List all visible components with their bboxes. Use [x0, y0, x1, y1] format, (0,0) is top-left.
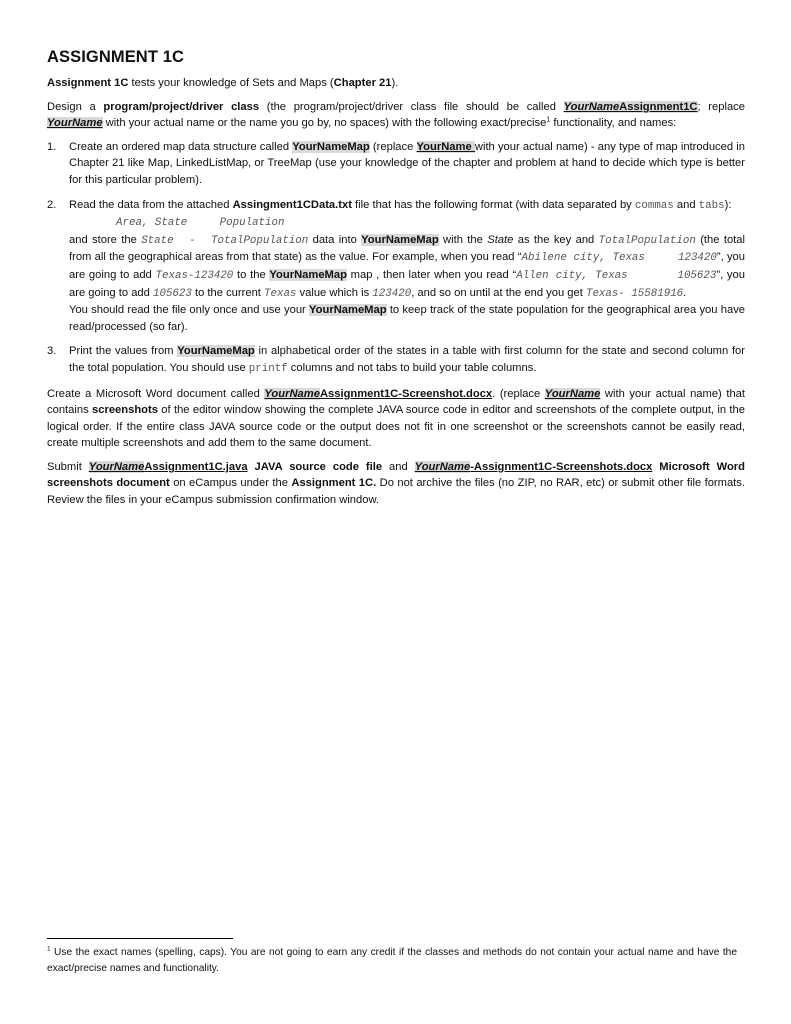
- yourname-highlight: YourName: [563, 100, 620, 113]
- intro-paragraph: Assignment 1C tests your knowledge of Sets and Maps (Chapter 21).: [47, 77, 399, 89]
- footnote-divider: [47, 938, 233, 939]
- document-page: [47, 48, 745, 516]
- assignment-title: ASSIGNMENT 1C: [47, 48, 184, 66]
- list-item: 3. Print the values from YourNameMap in alphabetical order of the states in a table with first column for the state and second column for the total population. You should use printf columns and not tabs to build your table columns.: [47, 345, 746, 375]
- requirements-list: [47, 139, 745, 378]
- word-document-paragraph: Create a Microsoft Word document called YourNameAssignment1C-Screenshot.docx. (replace YourName with your actual name) that contains screenshots of the editor window showing the complete JAVA source code in editor and screenshots of the complete output, in the logical order. If the entire class JAVA source code or the output does not fit in one screenshot or the screenshots cannot be easily read, create multiple screenshots and add them to the same document.: [47, 387, 745, 450]
- footnote: $^1$ Use the exact names (spelling, caps). You are not going to earn any credit if the classes and methods do not contain your actual name and have the exact/precise names and functionality.: [47, 945, 737, 974]
- intro-chapter: Chapter 21: [333, 77, 392, 89]
- intro-assignment-name: Assignment 1C: [47, 77, 129, 89]
- data-format-line: Area, State Population: [116, 217, 285, 230]
- list-item: 2. Read the data from the attached Assingment1CData.txt file that has the following format (with data separated by commas and tabs): Area, State Population and store the State - TotalPopulation data into YourNameMap with the State as the key and TotalPopulation (the total from all the geographical areas from that state) as the value. For example, when you read “Abilene city, Texas 123420”, you are going to add Texas-123420 to the YourNameMap map , then later when you read “Allen city, Texas 105623”, you are going to add 105623 to the current Texas value which is 123420, and so on until at the end you get Texas- 15581916. You should read the file only once and use your YourNameMap to keep track of the state population for the geographical area you have read/processed (so far).: [47, 198, 746, 333]
- yourname-highlight: YourName: [47, 117, 103, 130]
- design-paragraph: Design a program/project/driver class (the program/project/driver class file should be called YourNameAssignment1C; replace YourName with your actual name or the name you go by, no spaces) with the following exact/precise$^1$ functionality, and names:: [47, 100, 745, 130]
- list-item: 1. Create an ordered map data structure called YourNameMap (replace YourName with your actual name) - any type of map introduced in Chapter 21 like Map, LinkedListMap, or TreeMap (use your knowledge of the chapter and problem at hand to decide which type is better for this particular problem).: [47, 140, 745, 186]
- footnote-ref: 1: [546, 116, 551, 124]
- data-filename: Assingment1CData.txt: [232, 198, 352, 211]
- submit-paragraph: Submit YourNameAssignment1C.java JAVA source code file and YourName-Assignment1C-Screenshots.docx Microsoft Word screenshots document on eCampus under the Assignment 1C. Do not archive the files (no ZIP, no RAR, etc) or submit other file formats. Review the files in your eCampus submission confirmation window.: [47, 460, 745, 507]
